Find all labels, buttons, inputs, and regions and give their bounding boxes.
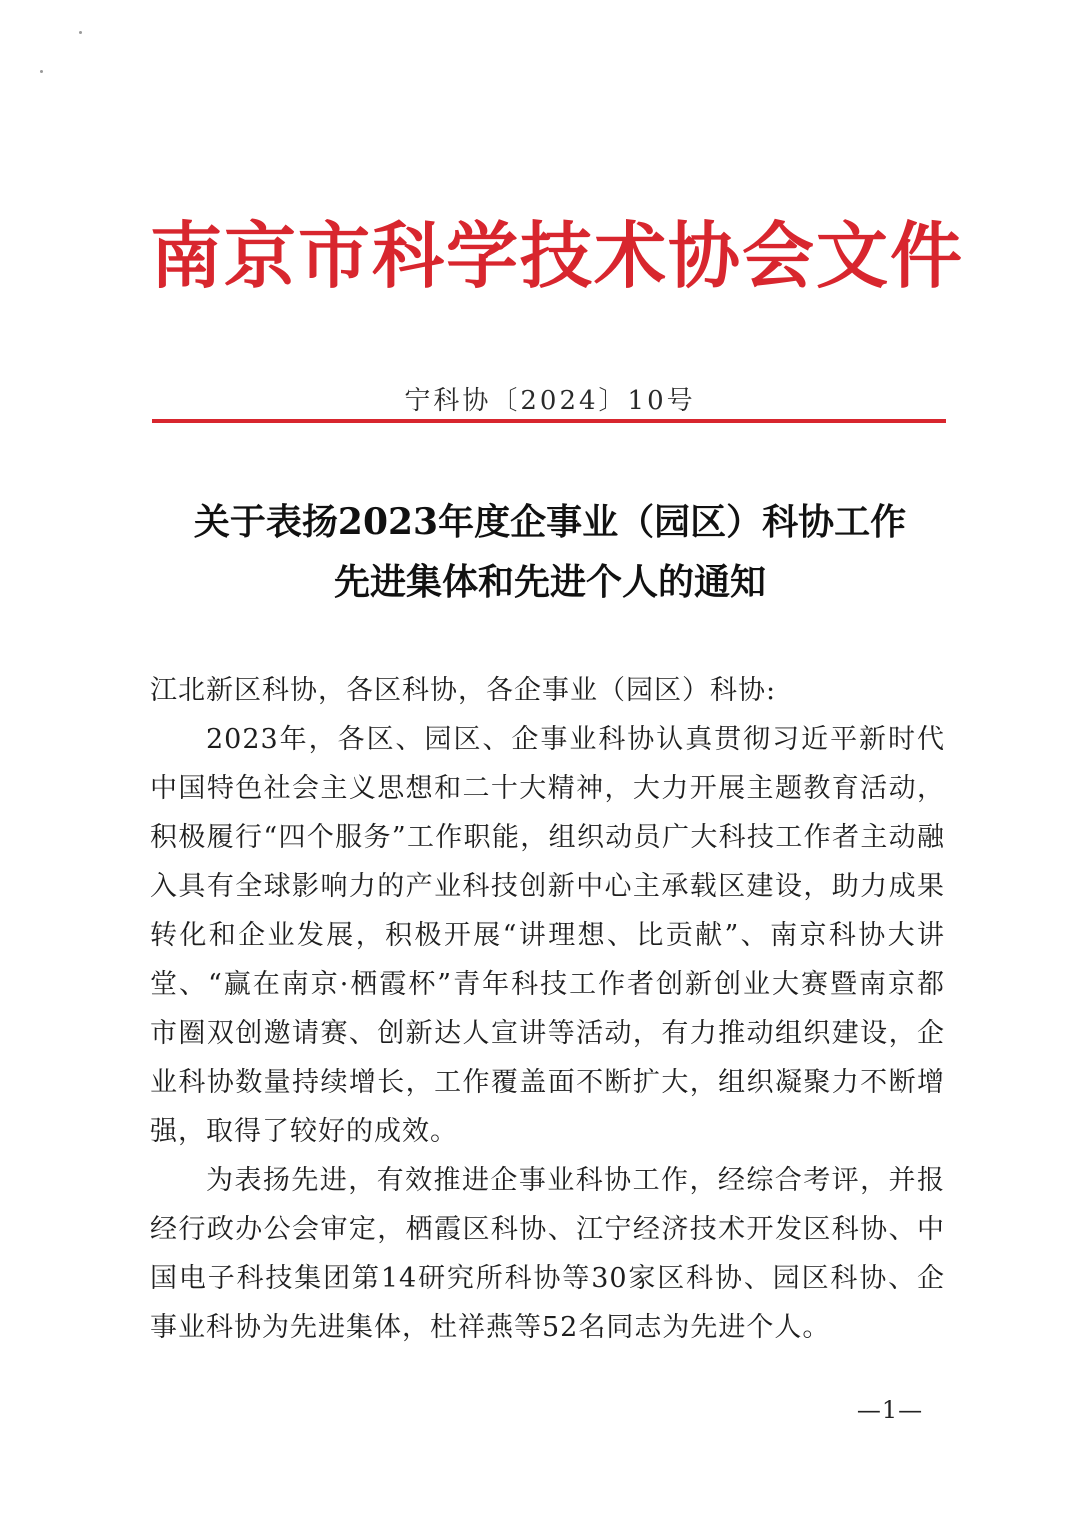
body-paragraph-1: 2023年，各区、园区、企事业科协认真贯彻习近平新时代中国特色社会主义思想和二十大精神，大力开展主题教育活动，积极履行“四个服务”工作职能，组织动员广大科技工作者主动融入具有全球影响力的产业科技创新中心主承载区建设，助力成果转化和企业发展，积极开展“讲理想、比贡献”、南京科协大讲堂、“赢在南京·栖霞杯”青年科技工作者创新创业大赛暨南京都市圈双创邀请赛、创新达人宣讲等活动，有力推动组织建设，企业科协数量持续增长，工作覆盖面不断扩大，组织凝聚力不断增强，取得了较好的成效。 [150,724,945,1147]
scan-speck [79,31,82,34]
scan-speck [40,70,43,73]
page-number: —1— [856,1396,924,1424]
notice-body [150,666,945,1352]
salutation: 江北新区科协，各区科协，各企事业（园区）科协: [150,675,777,706]
notice-title-line-2: 先进集体和先进个人的通知 [333,561,766,603]
notice-title [100,492,1000,612]
red-divider-line [152,419,946,423]
body-paragraph-2: 为表扬先进，有效推进企事业科协工作，经综合考评，并报经行政办公会审定，栖霞区科协、江宁经济技术开发区科协、中国电子科技集团第14研究所科协等30家区科协、园区科协、企事业科协为先进集体，杜祥燕等52名同志为先进个人。 [150,1165,945,1343]
notice-title-line-1: 关于表扬2023年度企事业（园区）科协工作 [193,501,907,543]
issuer-header-title: 南京市科学技术协会文件 [150,213,965,298]
document-number: 宁科协〔2024〕10号 [404,386,696,416]
